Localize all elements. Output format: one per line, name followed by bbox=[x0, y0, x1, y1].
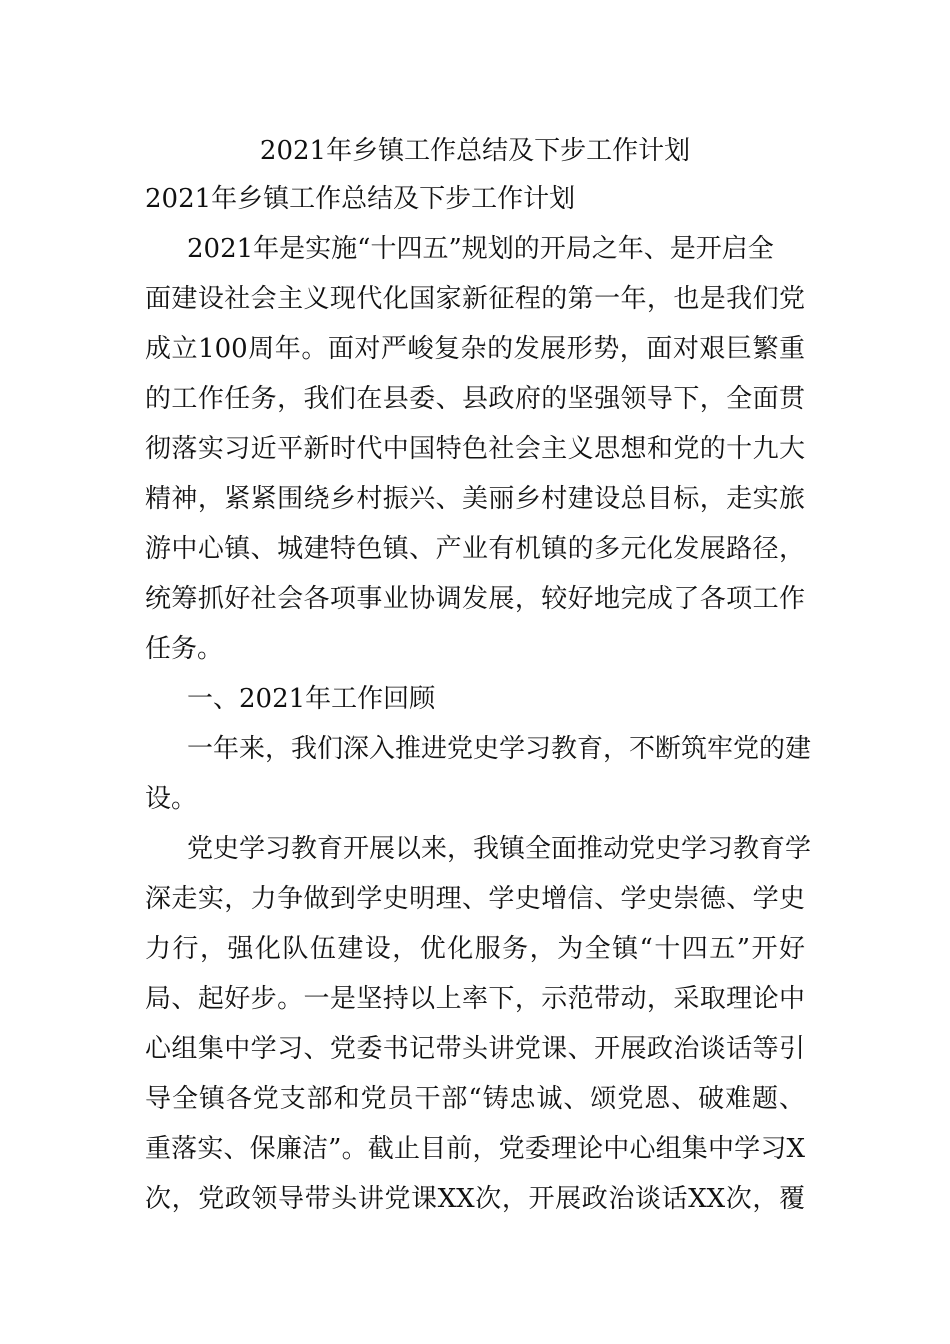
paragraph-line: 局、起好步。一是坚持以上率下，示范带动，采取理论中 bbox=[145, 984, 805, 1014]
section-heading: 一、2021年工作回顾 bbox=[187, 684, 436, 714]
paragraph-line: 游中心镇、城建特色镇、产业有机镇的多元化发展路径， bbox=[145, 534, 805, 564]
document-body bbox=[145, 182, 812, 1216]
paragraph-line: 导全镇各党支部和党员干部“铸忠诚、颂党恩、破难题、 bbox=[145, 1084, 805, 1114]
paragraph-line: 深走实，力争做到学史明理、学史增信、学史崇德、学史 bbox=[145, 884, 805, 914]
paragraph-line: 设。 bbox=[145, 784, 198, 814]
paragraph-line: 党史学习教育开展以来，我镇全面推动党史学习教育学 bbox=[187, 834, 812, 864]
paragraph-line: 的工作任务，我们在县委、县政府的坚强领导下，全面贯 bbox=[145, 384, 805, 414]
paragraph-line: 面建设社会主义现代化国家新征程的第一年，也是我们党 bbox=[145, 284, 805, 314]
document-title: 2021年乡镇工作总结及下步工作计划 bbox=[259, 136, 691, 166]
paragraph-line: 一年来，我们深入推进党史学习教育，不断筑牢党的建 bbox=[187, 734, 812, 764]
paragraph-line: 任务。 bbox=[145, 634, 224, 664]
paragraph-line: 力行，强化队伍建设，优化服务，为全镇“十四五”开好 bbox=[145, 934, 805, 964]
paragraph-line: 精神，紧紧围绕乡村振兴、美丽乡村建设总目标，走实旅 bbox=[145, 484, 805, 514]
document-subtitle: 2021年乡镇工作总结及下步工作计划 bbox=[145, 184, 576, 214]
paragraph-line: 成立100周年。面对严峻复杂的发展形势，面对艰巨繁重 bbox=[145, 334, 805, 364]
paragraph-line: 统筹抓好社会各项事业协调发展，较好地完成了各项工作 bbox=[145, 584, 805, 614]
paragraph-line: 2021年是实施“十四五”规划的开局之年、是开启全 bbox=[187, 234, 774, 264]
paragraph-line: 彻落实习近平新时代中国特色社会主义思想和党的十九大 bbox=[145, 434, 805, 464]
paragraph-line: 次，党政领导带头讲党课XX次，开展政治谈话XX次，覆 bbox=[145, 1184, 805, 1214]
paragraph-line: 心组集中学习、党委书记带头讲党课、开展政治谈话等引 bbox=[145, 1034, 805, 1064]
paragraph-line: 重落实、保廉洁”。截止目前，党委理论中心组集中学习X bbox=[145, 1134, 805, 1164]
